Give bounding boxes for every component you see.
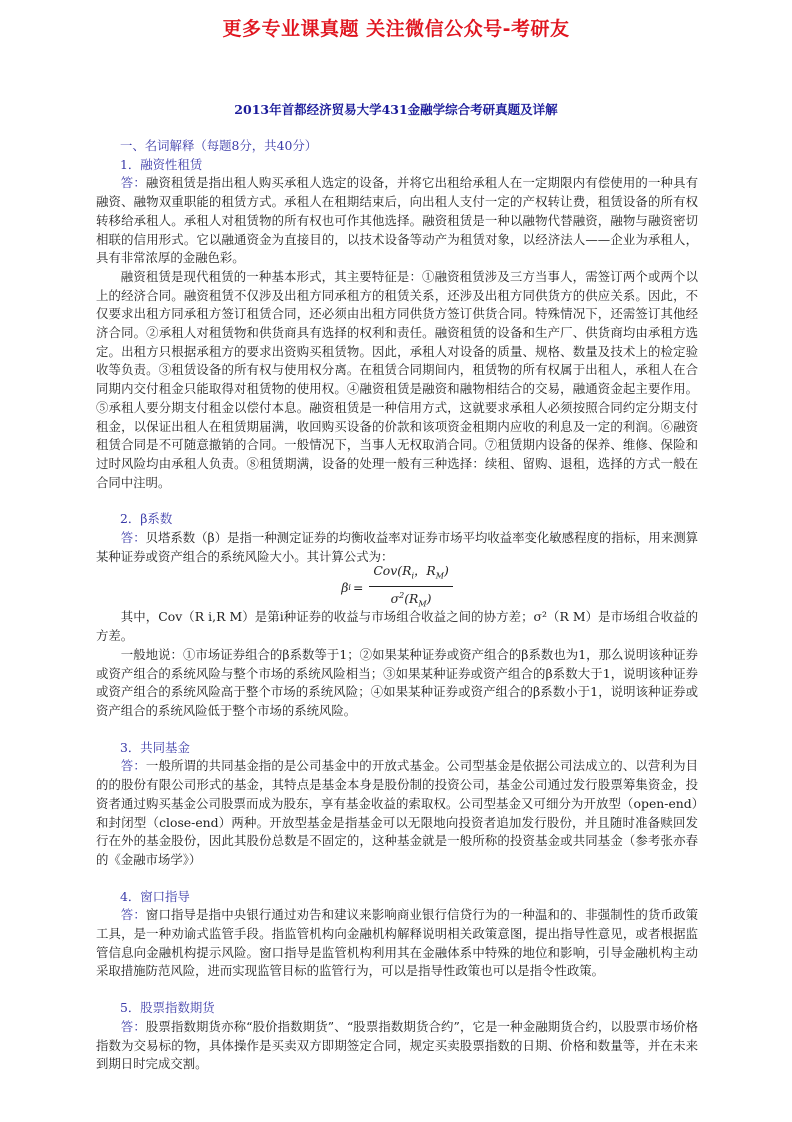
answer-text: 融资租赁是指出租人购买承租人选定的设备，并将它出租给承租人在一定期限内有偿使用的一种具有融资、融物双重职能的租赁方式。承租人在租期结束后，向出租人支付一定的产权转让费，租赁设备的所有权转移给承租人。承租人对租赁物的所有权也可作其他选择。融资租赁是一种以融物代替融资，融物与融资密切相联的信用形式。它以融通资金为直接目的，以技术设备等动产为租赁对象，以经济法人——企业为承租人，具有非常浓厚的金融色彩。 [96,175,699,266]
formula-lhs: β [341,580,349,596]
question-1-answer [96,174,698,268]
question-2-answer [96,529,698,566]
answer-label: 答： [120,1018,146,1034]
question-4-answer [96,906,698,981]
answer-label: 答： [120,530,146,546]
den-sup: 2 [399,591,405,601]
answer-text: 一般所谓的共同基金指的是公司基金中的开放式基金。公司型基金是依据公司法成立的、以营利为目的的股份有限公司形式的基金，其特点是基金本身是股份制的投资公司，基金公司通过发行股票筹集资金，投资者通过购买基金公司股票而成为股东，享有基金收益的索取权。公司型基金又可细分为开放型（open-end）和封闭型（close-end）两种。开放型基金是指基金可以无限地向投资者追加发行股份，并且随时准备赎回发行在外的基金股份，因此其股份总数是不固定的，这种基金就是一般所称的投资基金或共同基金（参考张亦春的《金融市场学》） [96,758,699,867]
den-part: (R [404,591,419,607]
promo-banner: 更多专业课真题 关注微信公众号-考研友 [222,18,570,40]
answer-text: 股票指数期货亦称“股价指数期货”、“股票指数期货合约”，它是一种金融期货合约，以股票市场价格指数为交易标的物，具体操作是买卖双方即期签定合同，规定买卖股票指数的日期、价格和数量等，并在未来到期日时完成交割。 [96,1018,699,1072]
answer-text: 贝塔系数（β）是指一种测定证券的均衡收益率对证券市场平均收益率变化敏感程度的指标，用来测算某种证券或资产组合的系统风险大小。其计算公式为： [96,530,699,564]
question-5-answer [96,1018,698,1074]
formula-fraction [369,562,452,614]
den-part: σ [390,591,400,607]
num-part: ) [443,563,449,579]
question-5-heading: 5．股票指数期货 [120,1000,215,1016]
num-sub: i [411,571,414,581]
answer-label: 答： [120,758,146,774]
den-part: ) [426,591,432,607]
answer-label: 答： [120,907,146,923]
formula-lhs-sub: i [348,583,351,593]
document-title: 2013年首都经济贸易大学431金融学综合考研真题及详解 [234,102,558,117]
formula-equals: = [352,580,364,596]
question-2-heading: 2．β系数 [120,511,173,527]
answer-label: 答： [120,175,146,191]
question-1-heading: 1．融资性租赁 [120,156,203,172]
formula-numerator [369,562,452,587]
section-heading: 一、名词解释（每题8分，共40分） [120,138,318,153]
answer-text: 窗口指导是指中央银行通过劝告和建议来影响商业银行信贷行为的一种温和的、非强制性的货币政策工具，是一种劝谕式监管手段。指监管机构向金融机构解释说明相关政策意图，提出指导性意见，或者根据监管信息向金融机构提示风险。窗口指导是监管机构利用其在金融体系中特殊的地位和影响，引导金融机构主动采取措施防范风险，进而实现监管目标的监管行为，可以是指导性政策也可以是指令性政策。 [96,907,699,979]
question-1-paragraph-2: 融资租赁是现代租赁的一种基本形式，其主要特征是：①融资租赁涉及三方当事人，需签订两个或两个以上的经济合同。融资租赁不仅涉及出租方同承租方的租赁关系，还涉及出租方同供货方的供应关系。因此，不仅要求出租方同承租方签订租赁合同，还必须由出租方同供货方签订供货合同。特殊情况下，还需签订其他经济合同。②承租人对租赁物和供货商具有选择的权利和责任。融资租赁的设备和生产厂、供货商均由承租方选定。出租方只根据承租方的要求出资购买租赁物。因此，承租人对设备的质量、规格、数量及技术上的检定验收等负责。③租赁设备的所有权与使用权分离。在租赁合同期间内，租赁物的所有权属于出租人，承租人在合同期内交付租金只能取得对租赁物的使用权。④融资租赁是融资和融物相结合的交易，融通资金起主要作用。⑤承租人要分期支付租金以偿付本息。融资租赁是一种信用方式，这就要求承租人必须按照合同约定分期支付租金，以保证出租人在租赁期届满，收回购买设备的价款和该项资金租期内应收的利息及一定的利润。⑥融资租赁合同是不可随意撤销的合同。一般情况下，当事人无权取消合同。⑦租赁期内设备的保养、维修、保险和过时风险均由承租人负责。⑧租赁期满，设备的处理一般有三种选择：续租、留购、退租，选择的方式一般在合同中注明。 [96,268,698,490]
document-body [96,137,698,1074]
question-4-heading: 4．窗口指导 [120,888,190,904]
question-2-paragraph-3: 一般地说：①市场证券组合的β系数等于1；②如果某种证券或资产组合的β系数也为1，那么说明该种证券或资产组合的系统风险与整个市场的系统风险相当；③如果某种证券或资产组合的β系数大于1，说明该种证券或资产组合的系统风险高于整个市场的系统风险；④如果某种证券或资产组合的β系数小于1，说明该种证券或资产组合的系统风险低于整个市场的系统风险。 [96,646,698,718]
num-part: ，R [414,563,436,579]
question-3-answer [96,757,698,869]
num-sub: M [435,571,444,581]
num-part: Cov(R [373,563,412,579]
question-2-paragraph-2: 其中，Cov（R i,R M）是第i种证券的收益与市场组合收益之间的协方差；σ²（R M）是市场组合收益的方差。 [96,609,698,644]
den-sub: M [418,600,427,609]
question-3-heading: 3．共同基金 [120,739,190,755]
beta-formula [96,563,698,609]
